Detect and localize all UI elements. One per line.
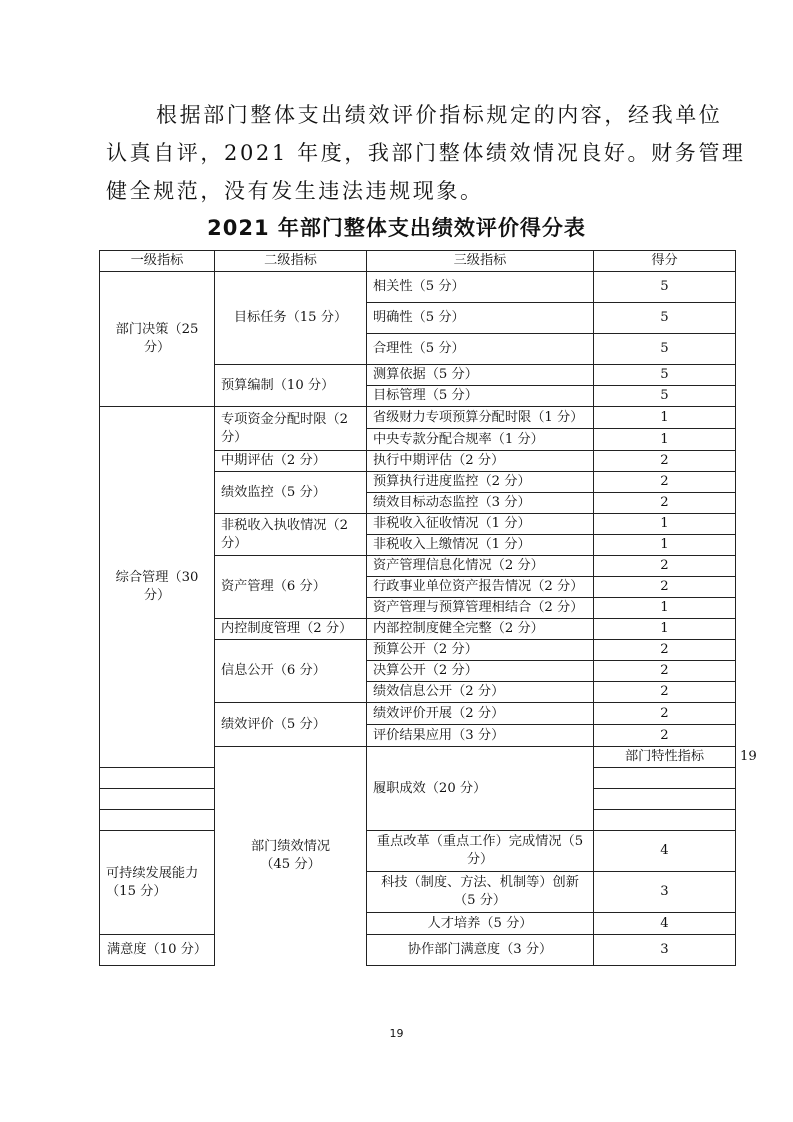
level2-cell: 绩效监控（5 分）: [215, 472, 367, 514]
score-cell: 4: [594, 831, 736, 872]
level2-cell: 绩效评价（5 分）: [215, 703, 367, 747]
level3-cell: 资产管理与预算管理相结合（2 分）: [367, 598, 594, 619]
level3-cell: 相关性（5 分）: [367, 272, 594, 303]
score-cell: 2: [594, 577, 736, 598]
level3-cell: 重点改革（重点工作）完成情况（5 分）: [367, 831, 594, 872]
score-cell: 1: [594, 535, 736, 556]
empty-cell: [100, 789, 215, 810]
group-cell: [215, 747, 367, 966]
level3-cell: 明确性（5 分）: [367, 303, 594, 334]
level2-cell: 非税收入执收情况（2 分）: [215, 514, 367, 556]
group-label-line: （45 分）: [260, 857, 321, 873]
level2-cell: 中期评估（2 分）: [215, 451, 367, 472]
level2-cell: 目标任务（15 分）: [215, 272, 367, 365]
level3-cell: 内部控制度健全完整（2 分）: [367, 619, 594, 640]
score-cell: 2: [594, 703, 736, 725]
empty-cell: [594, 789, 736, 810]
header-level3: 三级指标: [367, 251, 594, 272]
score-cell: 3: [594, 872, 736, 913]
level3-cell: 资产管理信息化情况（2 分）: [367, 556, 594, 577]
score-cell: 2: [594, 725, 736, 747]
empty-cell: [100, 810, 215, 831]
score-cell: 2: [594, 472, 736, 493]
level3-cell: 协作部门满意度（3 分）: [367, 935, 594, 966]
level3-cell: 决算公开（2 分）: [367, 661, 594, 682]
level3-cell: 部门特性指标: [594, 747, 736, 768]
empty-cell: [594, 810, 736, 831]
score-cell: 2: [594, 661, 736, 682]
table-title: 2021 年部门整体支出绩效评价得分表: [207, 216, 586, 240]
level2-cell: 专项资金分配时限（2 分）: [215, 407, 367, 451]
score-cell: 2: [594, 451, 736, 472]
score-cell: 1: [594, 514, 736, 535]
level2-cell: 可持续发展能力（15 分）: [100, 831, 215, 935]
level2-cell: 内控制度管理（2 分）: [215, 619, 367, 640]
score-cell: 5: [594, 334, 736, 365]
table-row: [100, 272, 736, 303]
level3-cell: 合理性（5 分）: [367, 334, 594, 365]
score-cell: 2: [594, 556, 736, 577]
level3-cell: 绩效评价开展（2 分）: [367, 703, 594, 725]
paragraph-line: 认真自评，2021 年度，我部门整体绩效情况良好。财务管理: [106, 141, 746, 165]
page-number: 19: [389, 1027, 404, 1040]
level3-cell: 评价结果应用（3 分）: [367, 725, 594, 747]
level3-cell: 目标管理（5 分）: [367, 386, 594, 407]
group-cell: 综合管理（30 分）: [100, 407, 215, 768]
table-header-row: [100, 251, 736, 272]
score-cell: 1: [594, 429, 736, 451]
level3-cell: 省级财力专项预算分配时限（1 分）: [367, 407, 594, 429]
level3-cell: 非税收入上缴情况（1 分）: [367, 535, 594, 556]
level2-cell: 资产管理（6 分）: [215, 556, 367, 619]
level2-cell: 预算编制（10 分）: [215, 365, 367, 407]
table-row: [100, 935, 736, 966]
level3-cell: 绩效目标动态监控（3 分）: [367, 493, 594, 514]
score-cell: 4: [594, 913, 736, 935]
score-cell: 5: [594, 365, 736, 386]
table-row: 部门绩效情况 （45 分） 履职成效（20 分） 部门特性指标 19: [100, 747, 736, 768]
level3-cell: 预算公开（2 分）: [367, 640, 594, 661]
score-cell: 3: [594, 935, 736, 966]
level3-cell: 绩效信息公开（2 分）: [367, 682, 594, 703]
paragraph-line: 健全规范，没有发生违法违规现象。: [106, 179, 484, 203]
level2-cell: 履职成效（20 分）: [367, 747, 594, 831]
level2-cell: 信息公开（6 分）: [215, 640, 367, 703]
score-cell: 1: [594, 619, 736, 640]
level3-cell: 中央专款分配合规率（1 分）: [367, 429, 594, 451]
paragraph-line: 根据部门整体支出绩效评价指标规定的内容，经我单位: [156, 103, 723, 127]
intro-paragraph: [106, 96, 746, 210]
header-level1: 一级指标: [100, 251, 215, 272]
table-row: [100, 831, 736, 872]
level2-cell: 满意度（10 分）: [100, 935, 215, 966]
score-cell: 2: [594, 682, 736, 703]
level3-cell: 人才培养（5 分）: [367, 913, 594, 935]
score-cell: 1: [594, 598, 736, 619]
score-cell: 5: [594, 386, 736, 407]
score-cell: 2: [594, 640, 736, 661]
empty-cell: [100, 768, 215, 789]
score-table: [99, 250, 757, 966]
level3-cell: 非税收入征收情况（1 分）: [367, 514, 594, 535]
level3-cell: 科技（制度、方法、机制等）创新（5 分）: [367, 872, 594, 913]
level3-cell: 测算依据（5 分）: [367, 365, 594, 386]
level3-cell: 行政事业单位资产报告情况（2 分）: [367, 577, 594, 598]
score-cell: 5: [594, 272, 736, 303]
level3-cell: 预算执行进度监控（2 分）: [367, 472, 594, 493]
score-cell: 5: [594, 303, 736, 334]
header-score: 得分: [594, 251, 736, 272]
score-cell: 2: [594, 493, 736, 514]
table-row: [100, 407, 736, 429]
group-cell: 部门决策（25 分）: [100, 272, 215, 407]
header-level2: 二级指标: [215, 251, 367, 272]
score-cell: 1: [594, 407, 736, 429]
empty-cell: [594, 768, 736, 789]
level3-cell: 执行中期评估（2 分）: [367, 451, 594, 472]
group-label-line: 部门绩效情况: [250, 839, 331, 855]
